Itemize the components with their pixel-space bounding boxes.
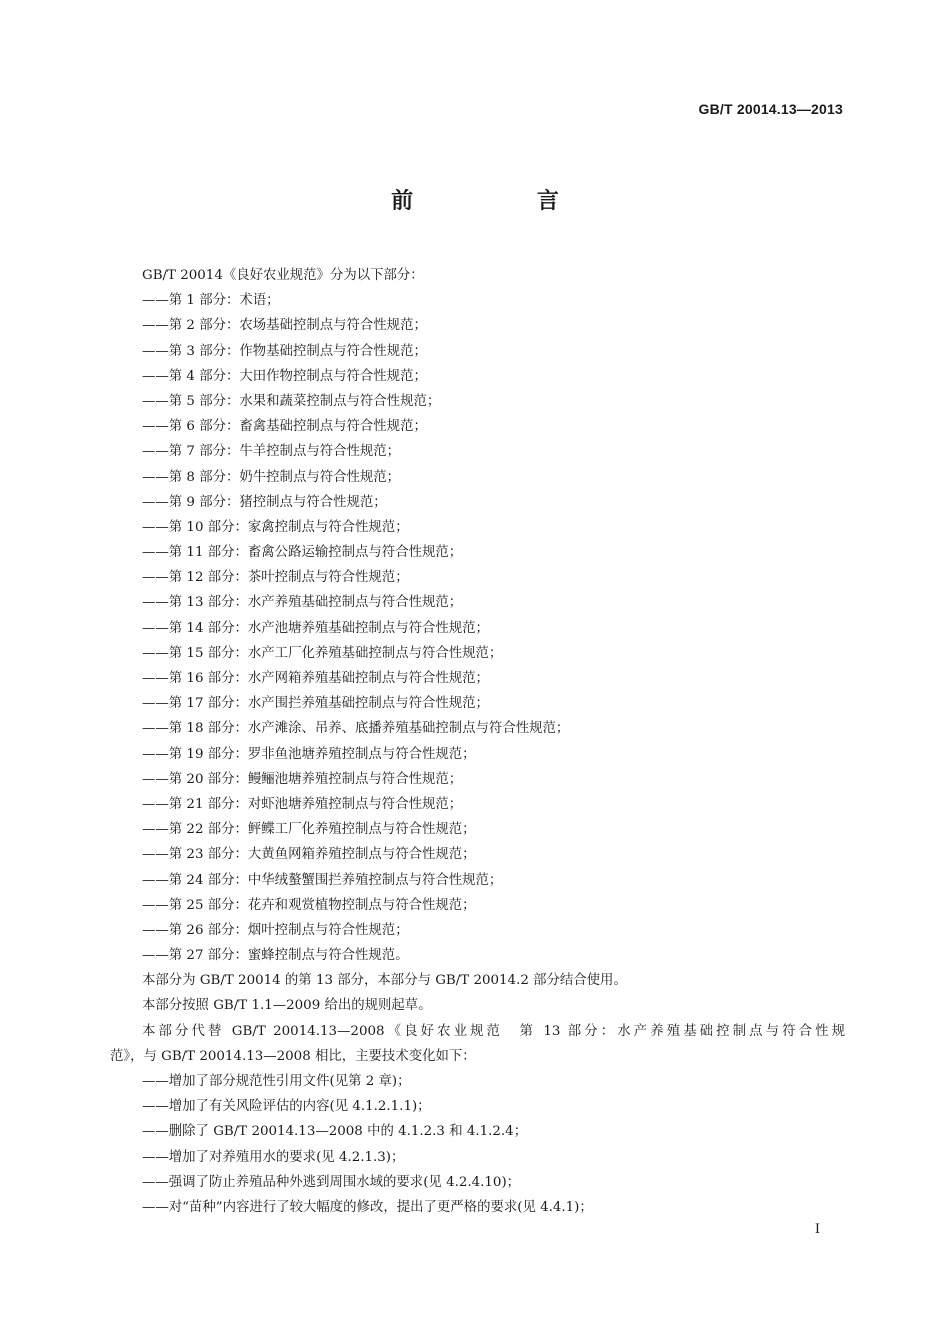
part-list-item: ——第 10 部分：家禽控制点与符合性规范； — [142, 519, 409, 535]
intro-line: GB/T 20014《良好农业规范》分为以下部分： — [142, 268, 424, 283]
replacement-paragraph-line-1: 本部分代替 GB/T 20014.13—2008《良好农业规范 第 13 部分：水产养殖基础控制点与符合性规 — [142, 1023, 845, 1039]
part-list-item: ——第 27 部分：蜜蜂控制点与符合性规范。 — [142, 948, 409, 964]
part-list-item: ——第 12 部分：茶叶控制点与符合性规范； — [142, 570, 409, 586]
part-list-item: ——第 5 部分：水果和蔬菜控制点与符合性规范； — [142, 393, 441, 409]
part-list-item: ——第 16 部分：水产网箱养殖基础控制点与符合性规范； — [142, 671, 489, 686]
part-list-item: ——第 20 部分：鳗鲡池塘养殖控制点与符合性规范； — [142, 771, 463, 787]
part-list-item: ——第 25 部分：花卉和观赏植物控制点与符合性规范； — [142, 897, 476, 913]
part-list-item: ——第 7 部分：牛羊控制点与符合性规范； — [142, 444, 401, 460]
part-list-item: ——第 4 部分：大田作物控制点与符合性规范； — [142, 368, 427, 384]
change-list-item: ——强调了防止养殖品种外逃到周围水域的要求(见 4.2.4.10)； — [142, 1174, 521, 1190]
change-list-item: ——增加了部分规范性引用文件(见第 2 章)； — [142, 1074, 411, 1089]
part-list-item: ——第 9 部分：猪控制点与符合性规范； — [142, 494, 387, 510]
page-title: 前 言 — [391, 189, 617, 214]
change-list-item: ——删除了 GB/T 20014.13—2008 中的 4.1.2.3 和 4.1.2.4； — [142, 1124, 528, 1140]
part-list-item: ——第 1 部分：术语； — [142, 293, 280, 309]
part-list-item: ——第 26 部分：烟叶控制点与符合性规范； — [142, 922, 409, 938]
change-list-item: ——增加了对养殖用水的要求(见 4.2.1.3)； — [142, 1149, 405, 1165]
document-body — [110, 263, 845, 1220]
drafting-paragraph: 本部分按照 GB/T 1.1—2009 给出的规则起草。 — [142, 998, 432, 1014]
change-list-item: ——对“苗种”内容进行了较大幅度的修改，提出了更严格的要求(见 4.4.1)； — [142, 1199, 593, 1215]
part-list-item: ——第 11 部分：畜禽公路运输控制点与符合性规范； — [142, 545, 463, 561]
part-list-item: ——第 17 部分：水产围拦养殖基础控制点与符合性规范； — [142, 696, 489, 712]
part-list-item: ——第 21 部分：对虾池塘养殖控制点与符合性规范； — [142, 796, 463, 812]
part-list-item: ——第 8 部分：奶牛控制点与符合性规范； — [142, 469, 401, 485]
part-list-item: ——第 15 部分：水产工厂化养殖基础控制点与符合性规范； — [142, 645, 503, 661]
scope-paragraph: 本部分为 GB/T 20014 的第 13 部分，本部分与 GB/T 20014.2 部分结合使用。 — [142, 973, 627, 989]
part-list-item: ——第 22 部分：鲆鲽工厂化养殖控制点与符合性规范； — [142, 822, 476, 838]
part-list-item: ——第 18 部分：水产滩涂、吊养、底播养殖基础控制点与符合性规范； — [142, 721, 570, 737]
part-list-item: ——第 14 部分：水产池塘养殖基础控制点与符合性规范； — [142, 620, 489, 636]
change-list-item: ——增加了有关风险评估的内容(见 4.1.2.1.1)； — [142, 1099, 431, 1115]
part-list-item: ——第 19 部分：罗非鱼池塘养殖控制点与符合性规范； — [142, 746, 476, 762]
part-list-item: ——第 3 部分：作物基础控制点与符合性规范； — [142, 343, 427, 359]
part-list-item: ——第 13 部分：水产养殖基础控制点与符合性规范； — [142, 595, 463, 611]
part-list-item: ——第 2 部分：农场基础控制点与符合性规范； — [142, 318, 427, 334]
replacement-paragraph-line-2: 范》，与 GB/T 20014.13—2008 相比，主要技术变化如下： — [110, 1048, 476, 1064]
standard-code: GB/T 20014.13—2013 — [698, 101, 843, 117]
part-list-item: ——第 6 部分：畜禽基础控制点与符合性规范； — [142, 419, 427, 435]
part-list-item: ——第 24 部分：中华绒螯蟹围拦养殖控制点与符合性规范； — [142, 872, 503, 888]
page-number: I — [814, 1222, 820, 1237]
part-list-item: ——第 23 部分：大黄鱼网箱养殖控制点与符合性规范； — [142, 847, 476, 863]
